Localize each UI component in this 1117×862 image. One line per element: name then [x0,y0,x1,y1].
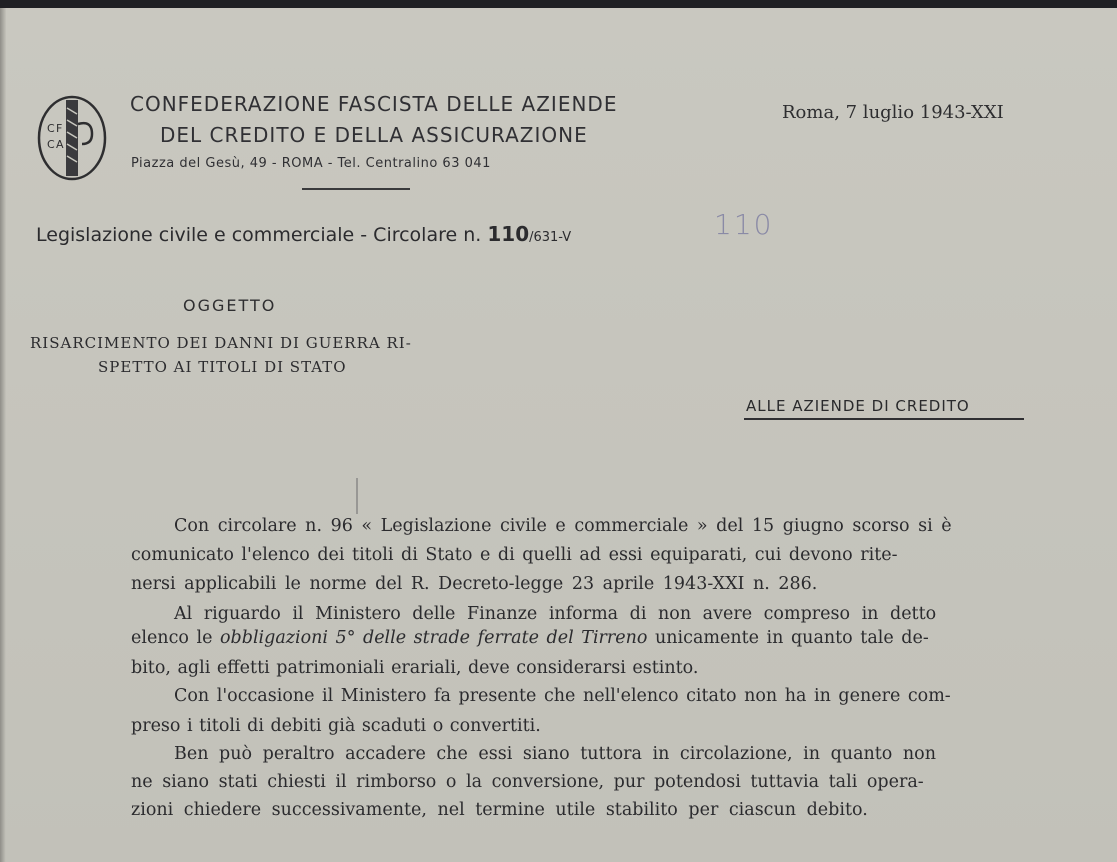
body-line: ne siano stati chiesti il rimborso o la conversione, pur potendosi tuttavia tali opera- [131,772,924,792]
subject-line1: RISARCIMENTO DEI DANNI DI GUERRA RI- [30,334,412,352]
org-name-line2: DEL CREDITO E DELLA ASSICURAZIONE [160,123,588,147]
body-line: nersi applicabili le norme del R. Decreto-legge 23 aprile 1943-XXI n. 286. [131,574,818,594]
org-address: Piazza del Gesù, 49 - ROMA - Tel. Centralino 63 041 [131,156,491,171]
document-page [0,8,1117,862]
body-line: Ben può peraltro accadere che essi siano tuttora in circolazione, in quanto non [174,744,936,764]
header-divider [302,188,410,190]
subject-line2: SPETTO AI TITOLI DI STATO [98,358,347,376]
svg-text:A: A [56,138,64,151]
body-text: unicamente in quanto tale de- [647,628,929,648]
confederation-seal-icon [36,94,108,182]
addressee-underline [744,418,1024,420]
handwritten-number: 110 [714,208,774,241]
body-line: zioni chiedere successivamente, nel termine utile stabilito per ciascun debito. [131,800,868,820]
body-line: Con l'occasione il Ministero fa presente che nell'elenco citato non ha in genere com- [174,686,951,706]
body-line: preso i titoli di debiti già scaduti o convertiti. [131,716,541,736]
body-italic-text: obbligazioni 5° delle strade ferrate del Tirreno [220,628,648,648]
addressee: ALLE AZIENDE DI CREDITO [746,397,970,415]
body-line: Al riguardo il Ministero delle Finanze informa di non avere compreso in detto [174,604,937,624]
subject-heading: OGGETTO [183,296,277,315]
body-line: bito, agli effetti patrimoniali erariali, deve considerarsi estinto. [131,658,699,678]
svg-text:F: F [56,122,63,135]
svg-text:C: C [47,138,55,151]
circular-number: 110 [487,222,530,246]
page-left-edge [0,8,6,862]
svg-text:C: C [47,122,55,135]
circular-suffix: /631-V [529,230,572,245]
body-line: Con circolare n. 96 « Legislazione civile e commerciale » del 15 giugno scorso si è [174,516,952,536]
body-line: comunicato l'elenco dei titoli di Stato e di quelli ad essi equiparati, cui devono rite- [131,545,898,565]
circular-label: Legislazione civile e commerciale - Circolare n. [36,224,482,246]
org-name-line1: CONFEDERAZIONE FASCISTA DELLE AZIENDE [130,92,618,116]
body-line [131,628,929,648]
pencil-mark [356,478,358,514]
circular-reference [36,222,571,246]
document-date: Roma, 7 luglio 1943-XXI [782,102,1004,123]
body-text: elenco le [131,628,220,648]
